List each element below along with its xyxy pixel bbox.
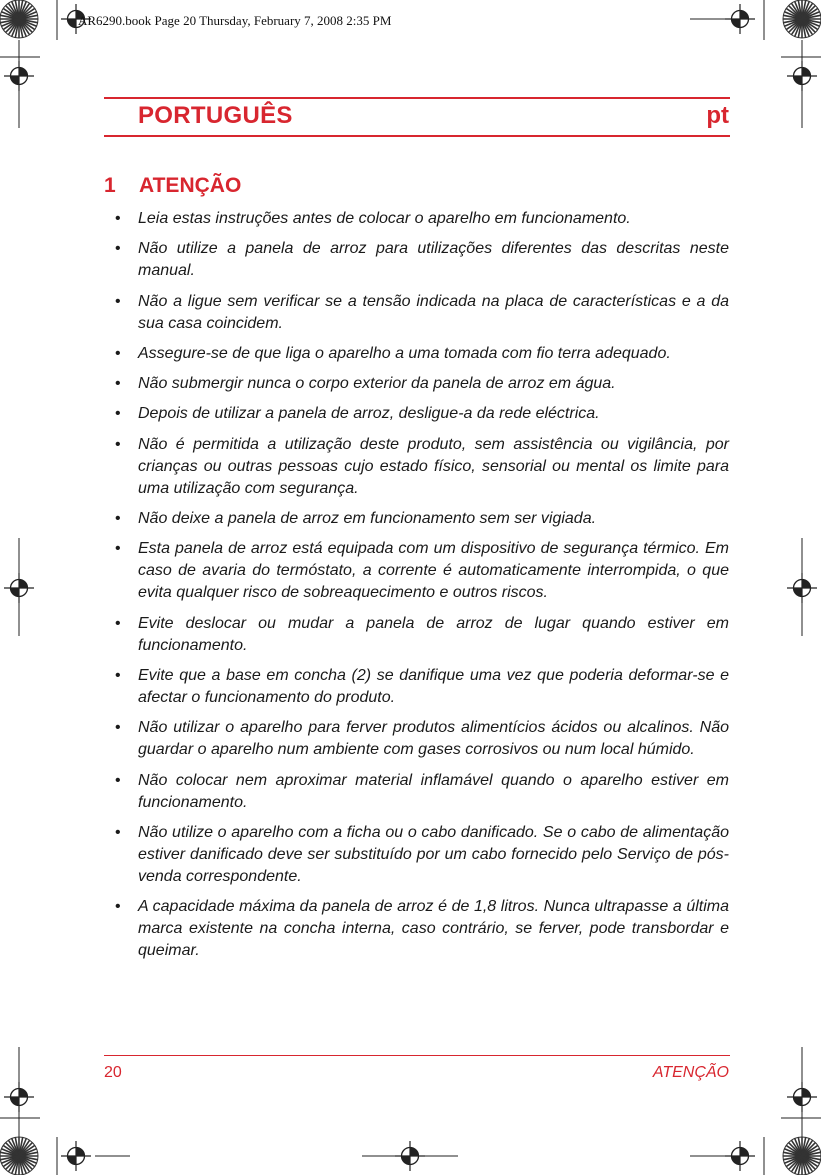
warning-item-text: A capacidade máxima da panela de arroz é de 1,8 litros. Nunca ultrapasse a última marca existente na concha interna, caso contrário, se ferver, pode transbordar e queimar. xyxy=(138,898,729,960)
footer-page-number: 20 xyxy=(104,1064,122,1081)
warning-item xyxy=(106,613,729,657)
section-title: ATENÇÃO xyxy=(139,174,242,197)
section-number: 1 xyxy=(104,174,116,197)
warning-item xyxy=(106,770,729,814)
warning-item xyxy=(106,434,729,500)
print-slug: AR6290.book Page 20 Thursday, February 7, 2008 2:35 PM xyxy=(78,13,392,28)
header-bottom-rule xyxy=(104,135,730,137)
footer-section-title: ATENÇÃO xyxy=(652,1064,729,1081)
warning-item xyxy=(106,343,729,365)
header-language-code: pt xyxy=(706,102,729,129)
warning-item-text: Não a ligue sem verificar se a tensão indicada na placa de características e a da sua casa coincidem. xyxy=(138,292,729,332)
warning-list xyxy=(106,208,729,970)
warning-item-text: Não utilizar o aparelho para ferver produtos alimentícios ácidos ou alcalinos. Não guardar o aparelho num ambiente com gases corrosivos ou num local húmido. xyxy=(138,719,729,759)
warning-item xyxy=(106,896,729,962)
warning-item-text: Leia estas instruções antes de colocar o aparelho em funcionamento. xyxy=(138,210,631,227)
warning-item-text: Não utilize o aparelho com a ficha ou o cabo danificado. Se o cabo de alimentação estiver danificado deve ser substituído por um cabo fornecido pelo Serviço de pós-venda correspondente. xyxy=(138,823,729,885)
warning-item-text: Esta panela de arroz está equipada com um dispositivo de segurança térmico. Em caso de avaria do termóstato, a corrente é automaticamente interrompida, o que evita qualquer risco de sobreaquecimento e outros riscos. xyxy=(138,540,729,602)
warning-item xyxy=(106,508,729,530)
warning-item xyxy=(106,208,729,230)
warning-item xyxy=(106,538,729,604)
bullet-icon: • xyxy=(115,210,121,227)
bullet-icon: • xyxy=(115,666,121,684)
warning-item-text: Assegure-se de que liga o aparelho a uma tomada com fio terra adequado. xyxy=(138,344,671,362)
bullet-icon: • xyxy=(115,405,121,423)
warning-item xyxy=(106,822,729,888)
warning-item-text: Evite deslocar ou mudar a panela de arroz de lugar quando estiver em funcionamento. xyxy=(138,614,729,654)
footer-rule xyxy=(104,1055,730,1056)
bullet-icon: • xyxy=(115,771,121,789)
warning-item xyxy=(106,717,729,761)
warning-item-text: Depois de utilizar a panela de arroz, desligue-a da rede eléctrica. xyxy=(138,405,600,423)
bullet-icon: • xyxy=(115,240,121,258)
bullet-icon: • xyxy=(115,614,121,632)
warning-item-text: Não é permitida a utilização deste produto, sem assistência ou vigilância, por crianças ou outras pessoas cujo estado físico, sensorial ou mental os limite para uma utilização com segurança. xyxy=(138,435,729,497)
bullet-icon: • xyxy=(115,435,121,453)
warning-item-text: Evite que a base em concha (2) se danifique uma vez que poderia deformar-se e afectar o funcionamento do produto. xyxy=(138,666,729,706)
bullet-icon: • xyxy=(115,344,121,362)
header-title: PORTUGUÊS xyxy=(138,102,293,129)
bullet-icon: • xyxy=(115,292,121,310)
bullet-icon: • xyxy=(115,375,121,393)
warning-item xyxy=(106,291,729,335)
bullet-icon: • xyxy=(115,540,121,558)
warning-item-text: Não deixe a panela de arroz em funcionamento sem ser vigiada. xyxy=(138,510,597,528)
warning-item-text: Não utilize a panela de arroz para utilizações diferentes das descritas neste manual. xyxy=(138,240,729,280)
warning-item xyxy=(106,238,729,282)
bullet-icon: • xyxy=(115,898,121,916)
warning-item xyxy=(106,373,729,395)
warning-item xyxy=(106,665,729,709)
warning-item xyxy=(106,403,729,425)
header-top-rule xyxy=(104,97,730,99)
warning-item-text: Não colocar nem aproximar material inflamável quando o aparelho estiver em funcionamento. xyxy=(138,771,729,811)
bullet-icon: • xyxy=(115,719,121,737)
bullet-icon: • xyxy=(115,510,121,528)
warning-item-text: Não submergir nunca o corpo exterior da panela de arroz em água. xyxy=(138,375,616,393)
bullet-icon: • xyxy=(115,823,121,841)
